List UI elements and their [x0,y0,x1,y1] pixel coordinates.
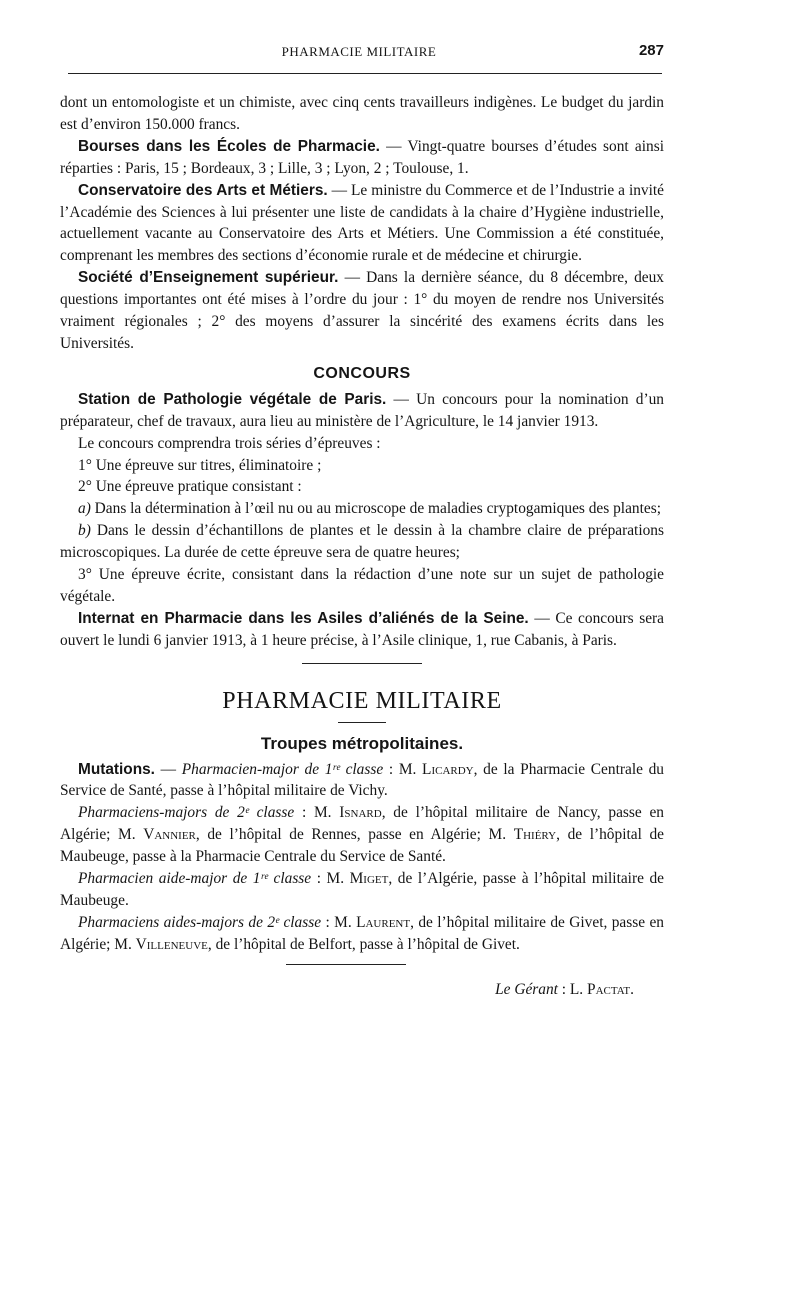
mutation-2-colon: : M. [294,804,340,822]
mutation-1-dash: — [154,760,182,778]
mutation-1-name: Licardy [422,760,474,778]
body-text [60,92,664,1001]
bourses-text: — Vingt-quatre bourses d’études sont ainsi réparties : Paris, 15 ; Bordeaux, 3 ; Lille, 3 ; Lyon, 2 ; Toulouse, 1. [60,137,664,177]
mutation-2-text-2: , de l’hôpital de Rennes, passe en Algérie; M. [195,826,514,844]
mutation-4 [60,912,664,956]
mutation-4-colon: : M. [321,913,357,931]
societe-paragraph [60,267,664,355]
troupes-subheading: Troupes métropolitaines. [260,733,464,753]
heading-rule [338,722,386,723]
item-3: 3° Une épreuve écrite, consistant dans la rédaction d’une note sur un sujet de pathologie végétale. [60,566,664,605]
page-header [54,42,664,66]
societe-title: Société d’Enseignement supérieur. [78,269,339,287]
mutation-1-text: , de la Pharmacie Centrale du Service de Santé, passe à l’hôpital militaire de Vichy. [60,760,664,800]
mutation-3-text: , de l’Algérie, passe à l’hôpital militaire de Maubeuge. [60,870,664,909]
signature-end: . [630,980,634,998]
closing-rule [286,964,406,965]
mutation-3-colon: : M. [311,870,350,888]
running-title: PHARMACIE MILITAIRE [281,44,437,59]
concours-heading: CONCOURS [313,364,411,382]
mutation-2-name-2: Vannier [143,826,196,844]
section-rule [302,663,422,664]
mutation-1-colon: : M. [383,760,423,778]
mutation-1-role: Pharmacien-major de 1ʳᵉ classe [181,760,384,778]
sub-item-a-label: a) [78,500,91,518]
conservatoire-text: — Le ministre du Commerce et de l’Industrie a invité l’Académie des Sciences à lui présenter une liste de candidats à la chaire d’Hygiène industrielle, actuellement vacante au Conservatoire des Arts et Métiers. Une Commission a été constituée, comprenant les membres des sections d’économie rurale et de médecine et chirurgie. [60,181,664,265]
station-text: — Un concours pour la nomination d’un préparateur, chef de travaux, aura lieu au ministère de l’Agriculture, le 14 janvier 1913. [60,390,664,430]
item-2: 2° Une épreuve pratique consistant : [78,478,302,496]
internat-paragraph [60,608,664,652]
mutation-3 [60,868,664,912]
mutation-2-name-3: Thiéry [513,826,557,844]
bourses-paragraph [60,136,664,180]
sub-item-b-text: Dans le dessin d’échantillons de plantes et le dessin à la chambre claire de préparations microscopiques. La durée de cette épreuve sera de quatre heures; [60,522,664,562]
mutation-2-role: Pharmaciens-majors de 2ᵉ classe [78,804,295,822]
mutation-2-text-3: , de l’hôpital de Maubeuge, passe à la Pharmacie Centrale du Service de Santé. [60,826,665,866]
pharmacie-heading: PHARMACIE MILITAIRE [222,687,502,714]
conservatoire-title: Conservatoire des Arts et Métiers. [78,181,328,199]
internat-title: Internat en Pharmacie dans les Asiles d’aliénés de la Seine. [78,609,529,627]
mutation-2-text-1: , de l’hôpital militaire de Nancy, passe en Algérie; M. [60,804,665,844]
mutation-2-name-1: Isnard [339,804,382,822]
header-rule [68,73,662,74]
internat-text: — Ce concours sera ouvert le lundi 6 janvier 1913, à 1 heure précise, à l’Asile clinique, 1, rue Cabanis, à Paris. [60,609,664,649]
societe-text: — Dans la dernière séance, du 8 décembre, deux questions importantes ont été mises à l’ordre du jour : 1° du moyen de rendre nos Universités vraiment régionales ; 2° des moyens d’assurer la sincérité des examens écrits dans les Universités. [60,269,665,352]
mutations-title: Mutations. [78,760,155,778]
mutation-4-text-2: , de l’hôpital de Belfort, passe à l’hôpital de Givet. [207,935,520,953]
bourses-title: Bourses dans les Écoles de Pharmacie. [78,137,380,155]
station-paragraph [60,389,664,433]
mutation-4-text-1: , de l’hôpital militaire de Givet, passe en Algérie; M. [60,913,664,953]
signature-separator: : L. [557,980,588,998]
series-paragraph: Le concours comprendra trois séries d’épreuves : [78,434,381,452]
mutation-4-name-1: Laurent [356,913,411,931]
sub-item-b-label: b) [78,522,91,540]
mutation-4-role: Pharmaciens aides-majors de 2ᵉ classe [78,913,322,931]
conservatoire-paragraph [60,180,664,268]
sub-item-a [60,498,664,520]
intro-paragraph: dont un entomologiste et un chimiste, avec cinq cents travailleurs indigènes. Le budget du jardin est d’environ 150.000 francs. [60,94,664,133]
page-number: 287 [638,42,664,59]
sub-item-b [60,520,664,564]
mutation-2 [60,802,664,868]
mutation-1 [60,759,664,803]
mutation-3-role: Pharmacien aide-major de 1ʳᵉ classe [78,870,312,888]
sub-item-a-text: Dans la détermination à l’œil nu ou au microscope de maladies cryptogamiques des plantes; [90,500,661,518]
signature-name: Pactat [587,980,631,998]
station-title: Station de Pathologie végétale de Paris. [78,390,387,408]
document-page [54,0,664,1303]
mutation-4-name-2: Villeneuve [135,935,208,953]
item-1: 1° Une épreuve sur titres, éliminatoire ; [78,456,322,474]
signature [60,979,634,1001]
signature-label: Le Gérant [495,980,558,998]
mutation-3-name: Miget [349,870,389,888]
